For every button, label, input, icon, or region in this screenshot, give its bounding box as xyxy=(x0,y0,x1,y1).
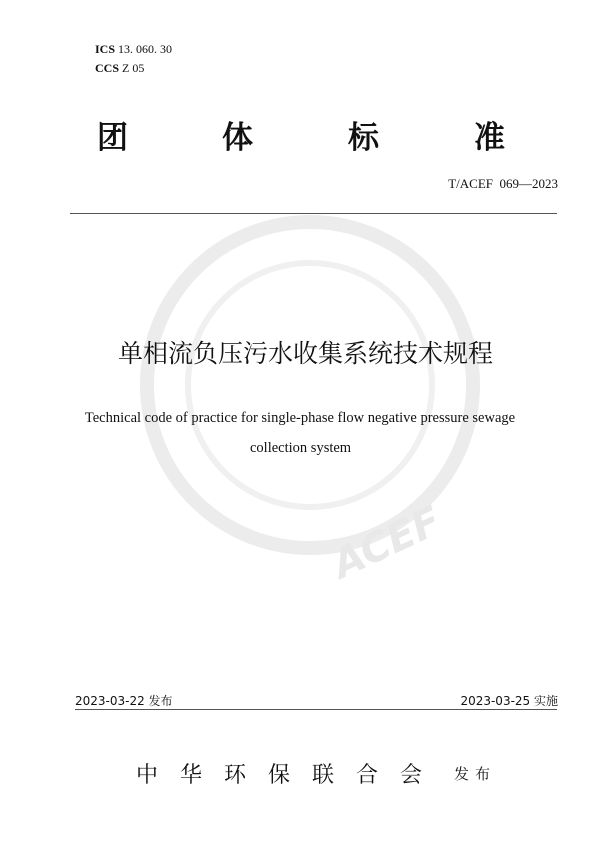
title-en-line1: Technical code of practice for single-phase flow negative pressure sewage xyxy=(84,410,516,426)
ics-code xyxy=(95,42,172,57)
issuer-char: 联 xyxy=(312,763,335,788)
ccs-code xyxy=(95,61,144,76)
issuer-char: 中 xyxy=(136,763,159,788)
title-zh: 单相流负压污水收集系统技术规程 xyxy=(118,339,494,368)
issuer-char: 华 xyxy=(180,763,203,788)
title-en-line2: collection system xyxy=(250,440,352,456)
standard-type-char: 标 xyxy=(348,120,379,156)
standard-type-char: 体 xyxy=(222,120,253,156)
release-date: 2023-03-22 发布 xyxy=(75,694,173,708)
issuer-char: 合 xyxy=(356,763,379,788)
issuer-char: 环 xyxy=(224,763,247,788)
footer-divider xyxy=(75,709,557,710)
ics-label: ICS xyxy=(95,42,116,56)
watermark-logo-inner-ring xyxy=(185,260,435,510)
effective-date: 2023-03-25 实施 xyxy=(460,694,558,708)
watermark-logo-text: ACEF xyxy=(325,498,449,588)
ccs-label: CCS xyxy=(95,61,120,75)
issuer-char: 保 xyxy=(268,763,291,788)
issuer-char: 会 xyxy=(400,763,423,788)
ccs-value: Z 05 xyxy=(122,61,145,75)
standard-number: T/ACEF 069—2023 xyxy=(448,176,558,191)
issuer-suffix: 发布 xyxy=(454,765,497,783)
ics-value: 13. 060. 30 xyxy=(118,42,173,56)
header-divider xyxy=(70,213,557,214)
standard-type-char: 准 xyxy=(474,120,505,156)
standard-type-char: 团 xyxy=(97,120,128,156)
